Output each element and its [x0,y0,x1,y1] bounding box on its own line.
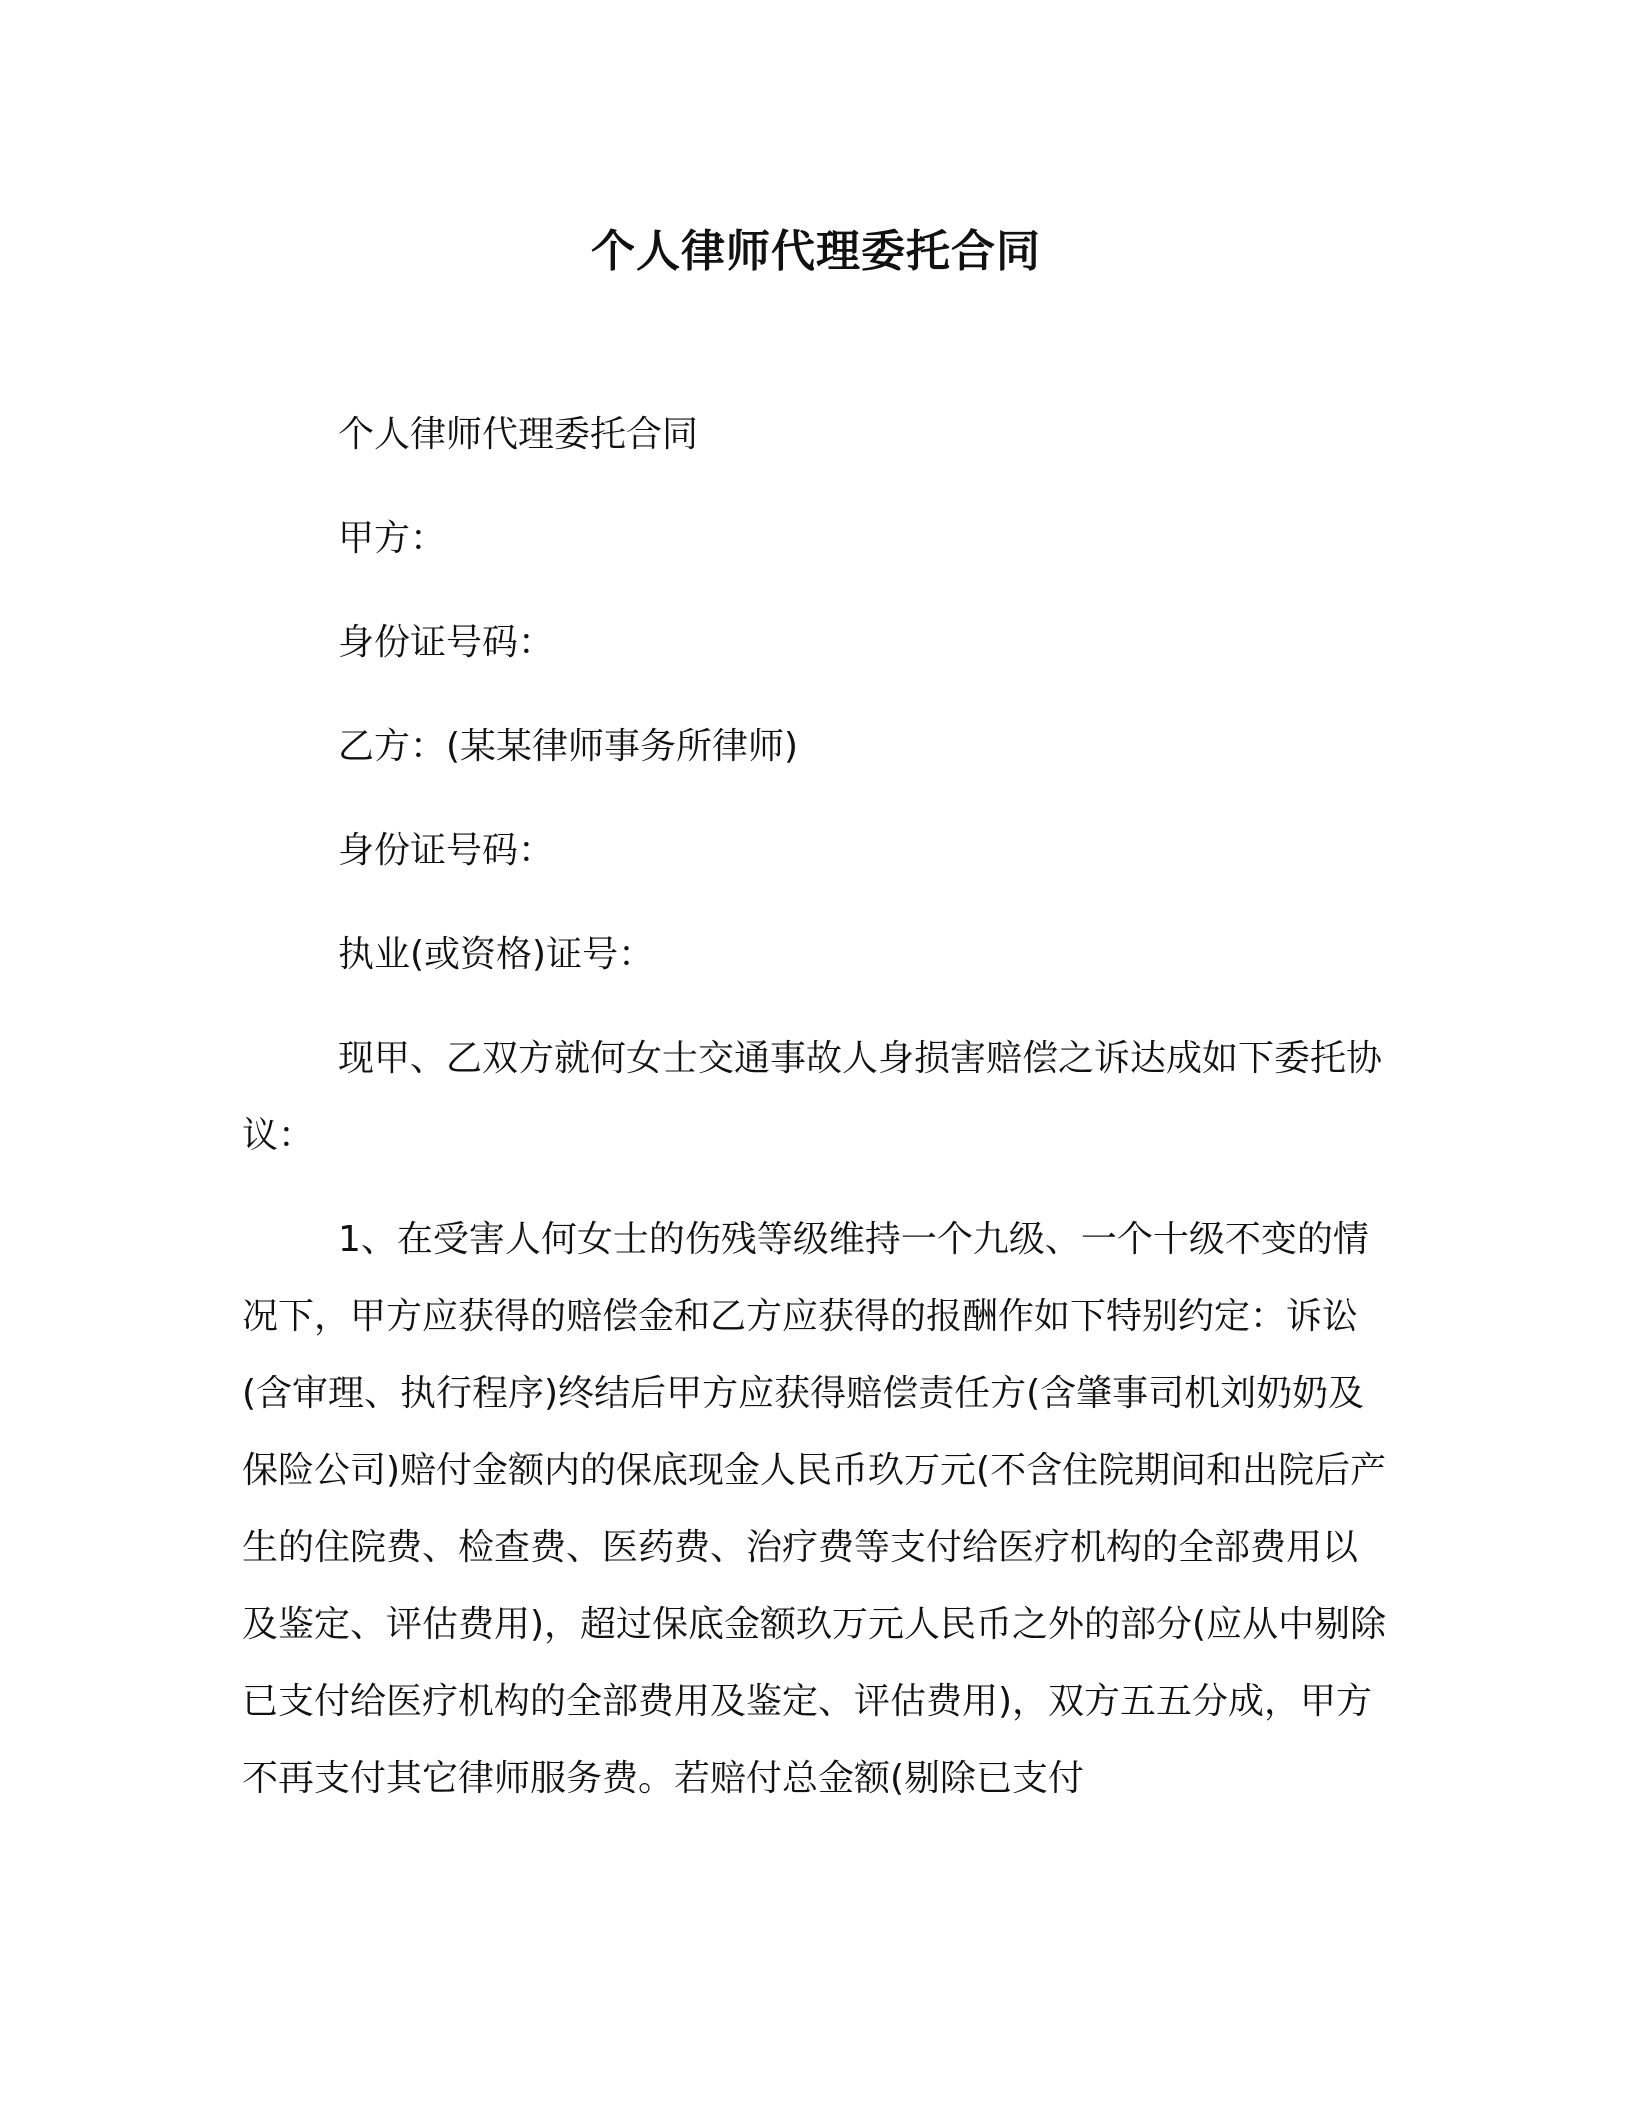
party-a-id-line: 身份证号码： [338,622,555,663]
contract-heading: 个人律师代理委托合同 [338,414,699,455]
document-title: 个人律师代理委托合同 [591,226,1041,277]
document-body [242,396,1390,1844]
agreement-intro-paragraph: 现甲、乙双方就何女士交通事故人身损害赔偿之诉达成如下委托协议： [242,1038,1383,1156]
clause-1-paragraph: 1、在受害人何女士的伤残等级维持一个九级、一个十级不变的情况下，甲方应获得的赔偿金和乙方应获得的报酬作如下特别约定：诉讼(含审理、执行程序)终结后甲方应获得赔偿责任方(含肇事司机刘奶奶及保险公司)赔付金额内的保底现金人民币玖万元(不含住院期间和出院后产生的住院费、检查费、医药费、治疗费等支付给医疗机构的全部费用以及鉴定、评估费用)，超过保底金额玖万元人民币之外的部分(应从中剔除已支付给医疗机构的全部费用及鉴定、评估费用)，双方五五分成，甲方不再支付其它律师服务费。若赔付总金额(剔除已支付 [242,1219,1387,1799]
license-number-line: 执业(或资格)证号： [338,934,655,975]
party-b-id-line: 身份证号码： [338,830,555,871]
party-a-line: 甲方： [338,518,447,559]
party-b-line: 乙方：(某某律师事务所律师) [338,726,799,767]
